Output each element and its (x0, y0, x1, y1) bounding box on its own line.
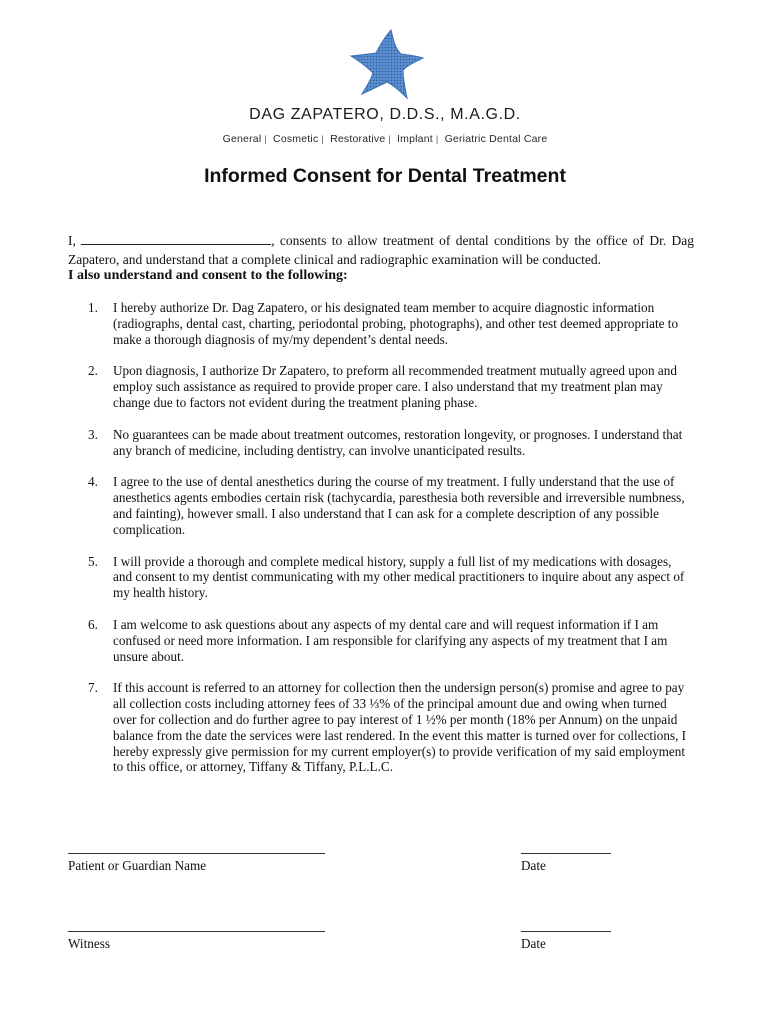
date-label: Date (521, 858, 546, 873)
patient-date-line[interactable] (521, 853, 611, 854)
service-restorative: Restorative (330, 133, 386, 145)
date-label: Date (521, 936, 546, 951)
service-general: General (222, 133, 262, 145)
item-number: 1. (88, 300, 98, 315)
item-number: 7. (88, 680, 98, 696)
item-text: If this account is referred to an attorney for collection then the undersign person(s) promise and agree to pay all collection costs including attorney fees of 33 ⅓% of the principal amount due and owing when turned over for collection and do further agree to pay interest of 1 ½% per month (18% per Annum) on the unpaid balance from the date the services were last rendered. In the event this matter is turned over for collections, I hereby expressly give permission for my current employer(s) to provide verification of my said employment to this office, or attorney, Tiffany & Tiffany, P.L.L.C. (113, 680, 687, 775)
witness-signature-line[interactable] (68, 931, 325, 932)
item-text: I hereby authorize Dr. Dag Zapatero, or his designated team member to acquire diagnostic information (radiographs, dental cast, charting, periodontal probing, photographs), and other test deemed appropriate to make a thorough diagnosis of my/my dependent’s dental needs. (113, 300, 679, 347)
separator: | (388, 134, 391, 144)
item-number: 6. (88, 616, 98, 632)
item-text: I am welcome to ask questions about any aspects of my dental care and will request information if I am confused or need more information. I am responsible for clarifying any aspects of my treatment that I am unsure about. (113, 616, 668, 664)
service-geriatric: Geriatric Dental Care (444, 133, 548, 145)
item-text: I agree to the use of dental anesthetics during the course of my treatment. I fully understand that the use of anesthetics agents embodies certain risk (tachycardia, paresthesia both reversible and irreversible numbness, and fainting), however small. I also understand that I can ask for a complete description of any possible complication. (113, 474, 685, 537)
item-text: No guarantees can be made about treatment outcomes, restoration longevity, or prognoses. I understand that any branch of medicine, including dentistry, can involve unanticipated results. (113, 426, 683, 458)
intro-suffix: , consents to allow treatment of dental conditions by the office of Dr. Dag Zapatero, and understand that a complete clinical and radiographic examination will be conducted. (68, 233, 695, 267)
name-blank-field[interactable] (81, 232, 271, 245)
services-line (0, 133, 770, 145)
witness-label: Witness (68, 936, 110, 951)
intro-prefix: I, (68, 233, 76, 248)
consent-heading: I also understand and consent to the following: (68, 268, 348, 283)
consent-item (80, 474, 692, 537)
intro-paragraph (68, 231, 694, 269)
separator: | (435, 134, 439, 144)
consent-item (80, 554, 692, 601)
service-cosmetic: Cosmetic (273, 133, 319, 145)
patient-signature-line[interactable] (68, 853, 325, 854)
consent-item (80, 680, 692, 775)
item-number: 4. (88, 474, 98, 490)
separator: | (264, 134, 267, 144)
witness-date-line[interactable] (521, 931, 611, 932)
separator: | (321, 134, 324, 144)
consent-item (80, 617, 692, 664)
item-number: 5. (88, 553, 98, 569)
consent-item (80, 427, 692, 459)
practice-name: DAG ZAPATERO, D.D.S., M.A.G.D. (249, 106, 521, 123)
item-text: Upon diagnosis, I authorize Dr Zapatero, to preform all recommended treatment mutually agreed upon and employ such assistance as required to provide proper care. I also understand that my treatment plan may change due to factors not evident during the treatment planing phase. (113, 363, 677, 410)
item-text: I will provide a thorough and complete medical history, supply a full list of my medications with dosages, and consent to my dentist communicating with my other medical practitioners to inquire about any aspect of my health history. (113, 553, 685, 601)
consent-items-list (80, 300, 692, 791)
document-title: Informed Consent for Dental Treatment (204, 165, 566, 187)
patient-label: Patient or Guardian Name (68, 858, 207, 873)
item-number: 2. (88, 363, 98, 379)
consent-item (80, 363, 692, 410)
starfish-icon (345, 28, 425, 100)
item-number: 3. (88, 426, 98, 442)
service-implant: Implant (397, 133, 433, 145)
consent-item (80, 300, 692, 347)
